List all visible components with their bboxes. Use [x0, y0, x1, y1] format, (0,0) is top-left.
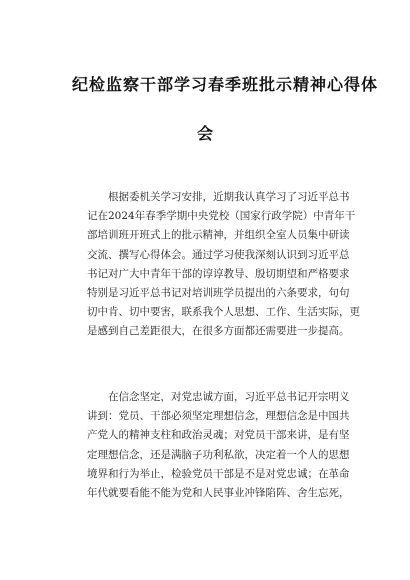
paragraph-line: 部培训班开班式上的批示精神，并组织全室人员集中研读 [87, 229, 350, 242]
paragraph-line: 记在2024年春季学期中央党校（国家行政学院）中青年干 [87, 210, 356, 223]
paragraph-1 [87, 188, 360, 342]
paragraph-line: 讲到：党员、干部必须坚定理想信念，理想信念是中国共 [87, 410, 350, 423]
paragraph-line: 境界和行为举止，检验党员干部是不是对党忠诚；在革命 [87, 467, 350, 480]
paragraph-line: 切中肯、切中要害，联系我个人思想、工作、生活实际，更 [87, 306, 360, 319]
paragraph-2 [87, 388, 350, 503]
paragraph-line: 特别是习近平总书记对培训班学员提出的六条要求，句句 [87, 286, 350, 299]
paragraph-line: 在信念坚定，对党忠诚方面，习近平总书记开宗明义 [108, 391, 350, 403]
paragraph-line: 书记对广大中青年干部的谆谆教导、殷切期望和严格要求 [87, 267, 350, 280]
document-title-line-1: 纪检监察干部学习春季班批示精神心得体 [72, 75, 379, 94]
paragraph-line: 根据委机关学习安排，近期我认真学习了习近平总书 [108, 191, 350, 203]
paragraph-line: 交流、撰写心得体会。通过学习使我深刻认识到习近平总 [87, 248, 350, 261]
paragraph-line: 是感到自己差距很大，在很多方面都还需要进一步提高。 [87, 325, 350, 338]
document-title-line-2: 会 [197, 124, 215, 143]
paragraph-line: 定理想信念，还是满脑子功利私欲，决定着一个人的思想 [87, 448, 350, 461]
paragraph-line: 年代就要看能不能为党和人民事业冲锋陷阵、舍生忘死， [87, 486, 350, 499]
paragraph-line: 产党人的精神支柱和政治灵魂；对党员干部来讲，是有坚 [87, 429, 350, 442]
